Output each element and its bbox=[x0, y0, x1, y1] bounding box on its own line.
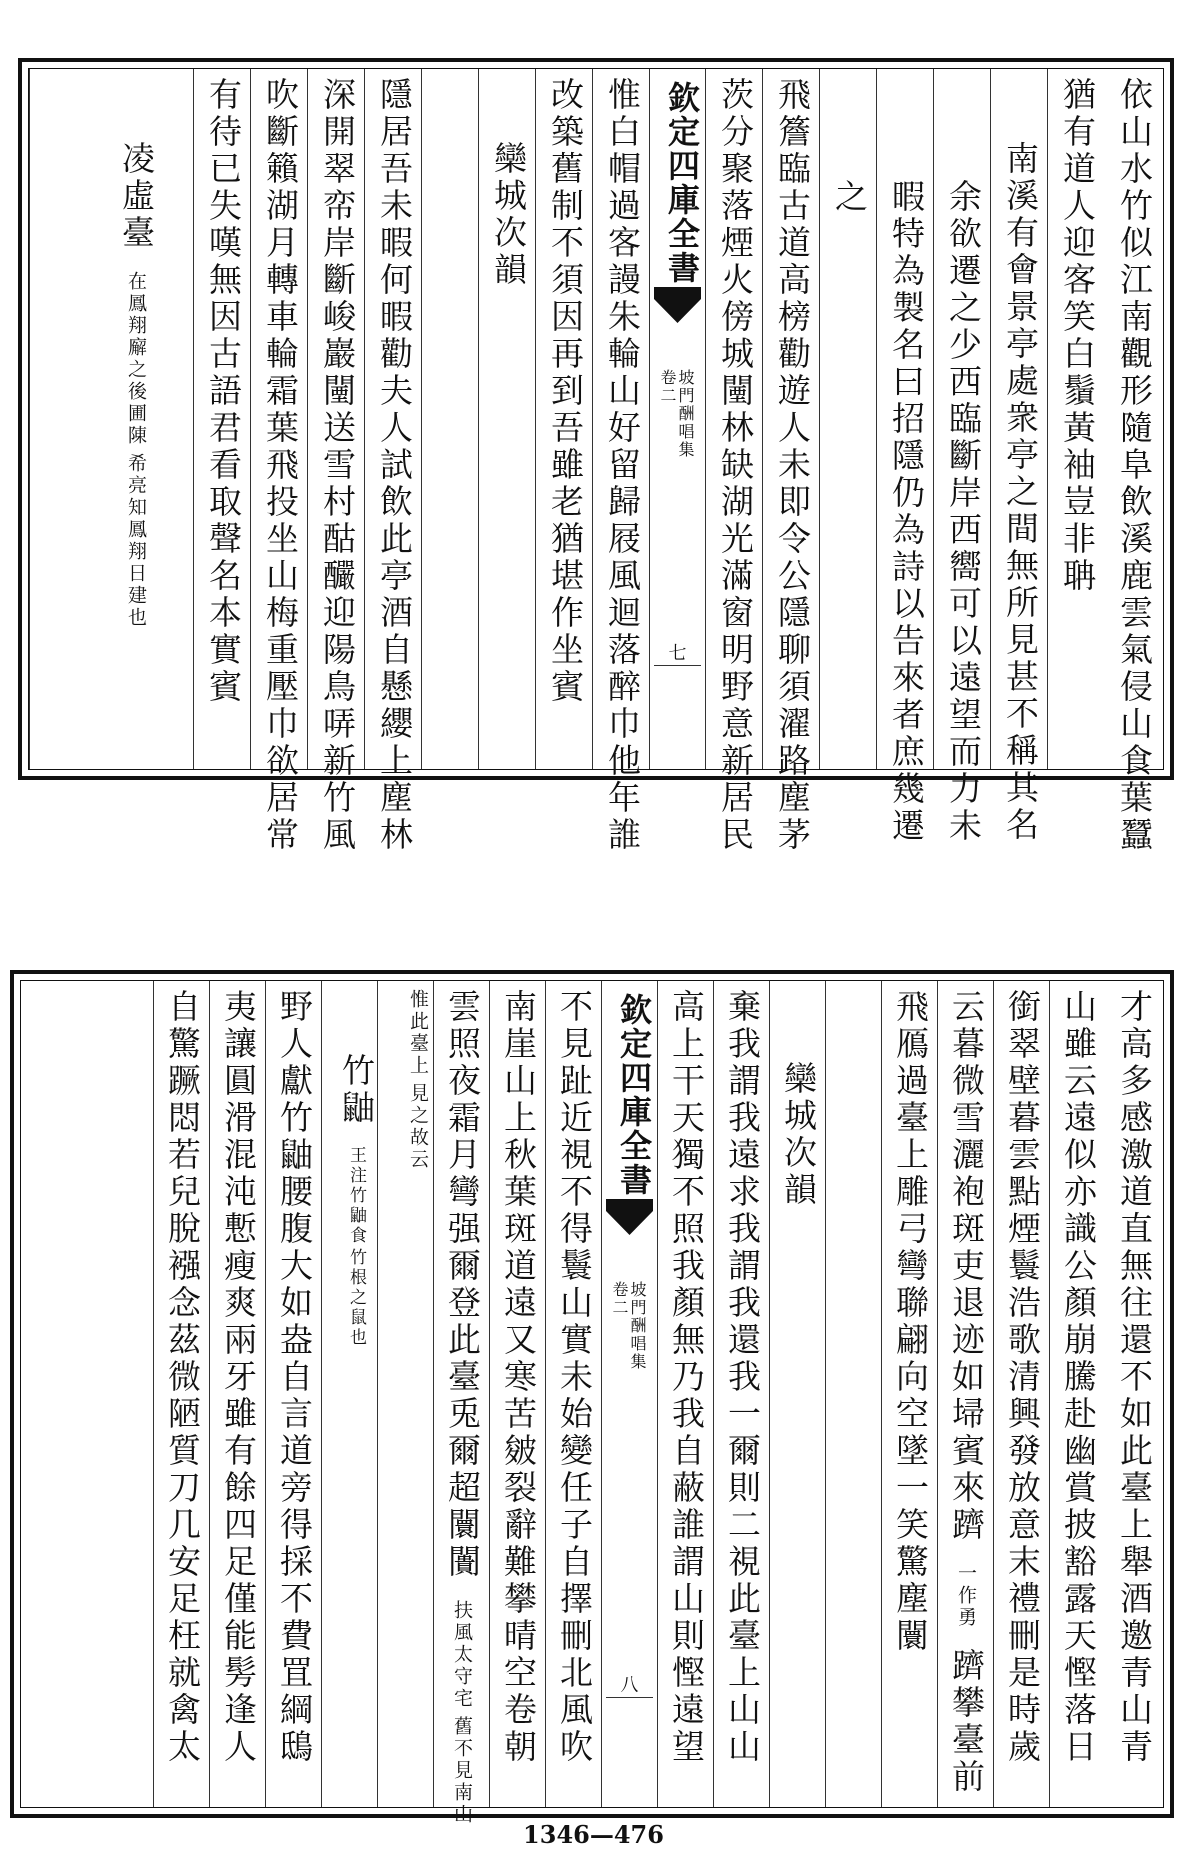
fish-tail-mark bbox=[654, 287, 701, 323]
collection-name: 坡門酬唱集 bbox=[676, 369, 695, 459]
column-text: 高上干天獨不照我顏無乃我自蔽誰謂山則慳遠望 bbox=[667, 989, 706, 1766]
title-column bbox=[29, 69, 193, 769]
text-column bbox=[433, 981, 489, 1826]
text-column bbox=[421, 69, 478, 769]
poem-title: 凌虛臺 bbox=[117, 141, 156, 252]
title-note: 竹根之鼠也 bbox=[346, 1248, 366, 1348]
column-text: 夷讓圓滑混沌慙瘦爽兩牙雖有餘四足僅能髣逢人 bbox=[219, 989, 258, 1766]
page-number: 七 bbox=[668, 643, 687, 664]
text-column bbox=[876, 69, 933, 845]
bottom-page-frame bbox=[20, 980, 1164, 1826]
column-text: 躋攀臺前 bbox=[947, 1648, 986, 1796]
column-text: 之 bbox=[830, 179, 869, 216]
text-column bbox=[937, 981, 993, 1807]
column-text: 才高多感激道直無往還不如此臺上舉酒邀青山青 bbox=[1115, 989, 1154, 1766]
column-text: 暇特為製名曰招隱仍為詩以告來者庶幾遷 bbox=[887, 179, 926, 845]
text-column bbox=[265, 981, 321, 1807]
column-text: 惟白帽過客謾朱輪山好留歸屐風迴落醉巾他年誰 bbox=[603, 77, 642, 854]
column-text: 不見趾近視不得鬟山實未始變任子自擇刪北風吹 bbox=[555, 989, 594, 1766]
column-text: 雲照夜霜月彎强爾登此臺兎爾超闤闠 bbox=[443, 989, 482, 1581]
collection-name: 坡門酬唱集 bbox=[628, 1281, 647, 1371]
column-title: 欒城次韻 bbox=[779, 1061, 818, 1209]
text-column bbox=[657, 981, 713, 1807]
bottom-page bbox=[10, 970, 1174, 1826]
variant-note: 一作勇 bbox=[955, 1563, 977, 1629]
text-column bbox=[364, 69, 421, 854]
column-text: 隱居吾未暇何暇勸夫人試飲此亭酒自懸纓上塵林 bbox=[375, 77, 414, 854]
text-column bbox=[819, 69, 876, 769]
text-column bbox=[478, 69, 535, 769]
page-footer-number: 1346—476 bbox=[523, 1820, 664, 1849]
top-page bbox=[18, 58, 1174, 854]
text-column bbox=[1105, 981, 1161, 1807]
inline-note: 舊不見南山 bbox=[451, 1716, 473, 1826]
volume-label: 卷二 bbox=[658, 369, 677, 405]
column-text: 有待已失嘆無因古語君看取聲名本實賓 bbox=[204, 77, 243, 706]
text-column bbox=[250, 69, 307, 854]
inline-note: 扶風太守宅 bbox=[451, 1600, 473, 1710]
title-note: 在鳳翔廨之後圃陳 bbox=[125, 271, 147, 447]
text-column bbox=[545, 981, 601, 1807]
text-column bbox=[881, 981, 937, 1807]
column-title: 欒城次韻 bbox=[489, 141, 528, 289]
column-text: 野人獻竹鼬腰腹大如盎自言道旁得採不費罝綱鴟 bbox=[275, 989, 314, 1766]
text-column bbox=[993, 981, 1049, 1807]
center-gutter bbox=[649, 69, 705, 769]
column-text: 云暮微雪灑袍斑吏退迹如埽賓來躋 bbox=[947, 989, 986, 1544]
column-text: 南崖山上秋葉斑道遠又寒苦皴裂辭難攀晴空卷朝 bbox=[499, 989, 538, 1766]
text-column bbox=[193, 69, 250, 769]
text-column bbox=[489, 981, 545, 1807]
column-text: 南溪有會景亭處衆亭之間無所見甚不稱其名 bbox=[1001, 141, 1040, 844]
column-text: 飛鴈過臺上雕弓彎聯翩向空墜一笑驚塵闤 bbox=[891, 989, 930, 1655]
inline-note: 見之故云 bbox=[407, 1083, 429, 1171]
text-column bbox=[762, 69, 819, 854]
column-text: 飛簷臨古道高榜勸遊人未即令公隱聊須濯路塵茅 bbox=[773, 77, 812, 854]
column-text: 改築舊制不須因再到吾雖老猶堪作坐賓 bbox=[546, 77, 585, 706]
text-column bbox=[592, 69, 649, 854]
text-column bbox=[307, 69, 364, 854]
text-column bbox=[153, 981, 209, 1807]
column-text: 深開翠帟岸斷峻巖闉送雪村酤釅迎陽鳥哢新竹風 bbox=[318, 77, 357, 854]
column-text: 山雖云遠似亦識公顏崩騰赴幽賞披豁露天慳落日 bbox=[1059, 989, 1098, 1766]
column-text: 吹斷籟湖月轉車輪霜葉飛投坐山梅重壓巾欲居常 bbox=[261, 77, 300, 854]
title-column bbox=[321, 981, 377, 1807]
column-text: 猶有道人迎客笑白鬚黃袖豈非聃 bbox=[1058, 77, 1097, 595]
text-column bbox=[535, 69, 592, 769]
column-text: 銜翠壁暮雲點煙鬟浩歌清興發放意末禮刪是時歲 bbox=[1003, 989, 1042, 1766]
text-column bbox=[1104, 69, 1161, 854]
text-column bbox=[1047, 69, 1104, 769]
book-title: 欽定四庫全書 bbox=[663, 81, 701, 285]
column-text: 棄我謂我遠求我謂我還我一爾則二視此臺上山山 bbox=[723, 989, 762, 1766]
title-note: 希亮知鳳翔日建也 bbox=[125, 453, 147, 629]
book-title: 欽定四庫全書 bbox=[615, 993, 653, 1197]
volume-label: 卷二 bbox=[610, 1281, 629, 1317]
column-text: 自驚蹶悶若兒脫襁念茲微陋質刀几安足枉就禽太 bbox=[163, 989, 202, 1766]
column-text: 余欲遷之少西臨斷岸西嚮可以遠望而力未 bbox=[944, 179, 983, 845]
text-column bbox=[933, 69, 990, 845]
top-page-frame bbox=[28, 68, 1164, 854]
poem-title: 竹鼬 bbox=[337, 1053, 376, 1127]
text-column bbox=[705, 69, 762, 854]
center-gutter bbox=[601, 981, 657, 1807]
fish-tail-mark bbox=[606, 1199, 653, 1235]
text-column bbox=[769, 981, 825, 1807]
inline-note: 惟此臺上 bbox=[407, 989, 429, 1077]
title-note: 王注竹鼬食 bbox=[346, 1146, 366, 1246]
text-column bbox=[1049, 981, 1105, 1807]
text-column bbox=[713, 981, 769, 1807]
column-text: 依山水竹似江南觀形隨阜飲溪鹿雲氣侵山食葉蠶 bbox=[1115, 77, 1154, 854]
page-number: 八 bbox=[620, 1675, 639, 1696]
note-column bbox=[377, 981, 433, 1807]
text-column bbox=[825, 981, 881, 1807]
text-column bbox=[990, 69, 1047, 844]
text-column bbox=[209, 981, 265, 1807]
column-text: 茨分聚落煙火傍城闉林缺湖光滿窗明野意新居民 bbox=[716, 77, 755, 854]
